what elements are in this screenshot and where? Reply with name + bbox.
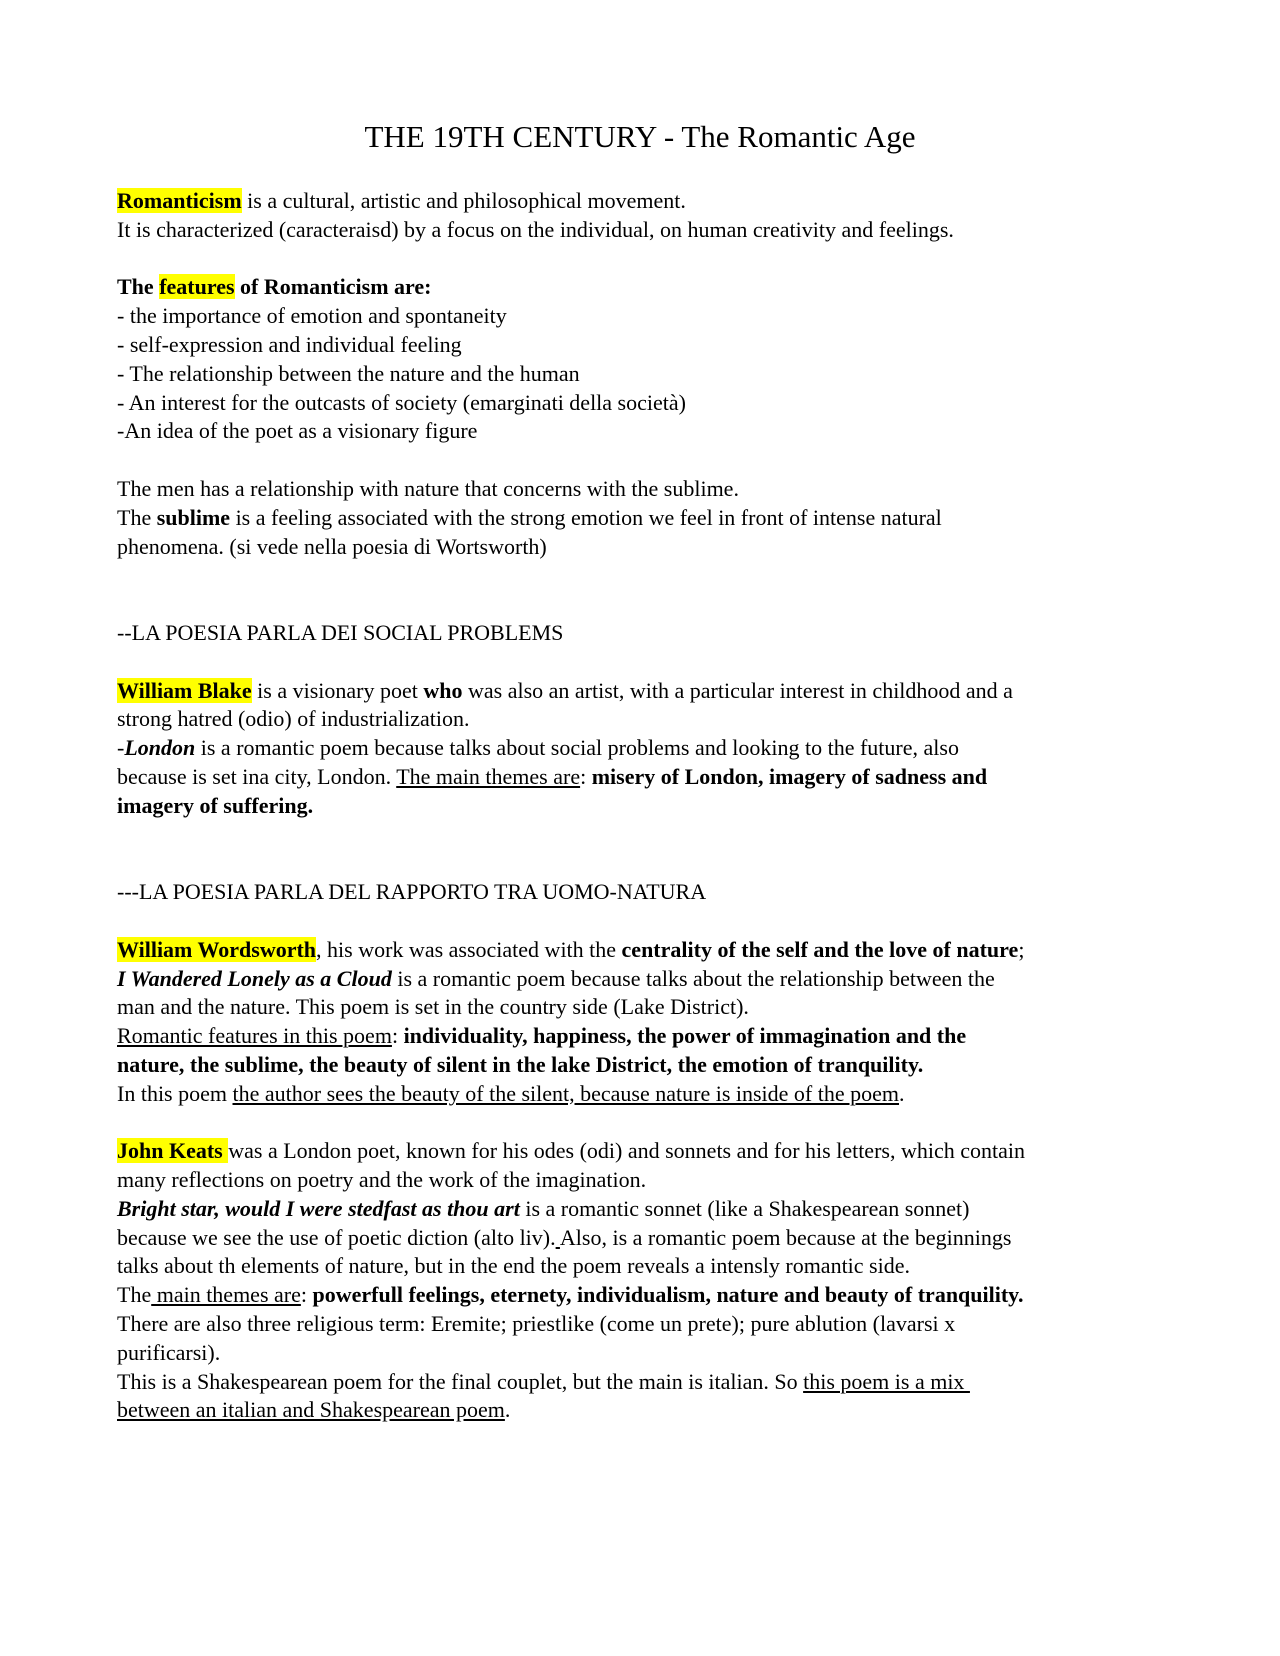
features-heading-post: of Romanticism are: bbox=[234, 274, 432, 300]
intro-text: is a cultural, artistic and philosophical movement. bbox=[241, 188, 686, 213]
keats-underline-mix-1: this poem is a mix bbox=[803, 1368, 970, 1394]
keats-line-5: talks about th elements of nature, but in the end the poem reveals a intensly romantic side. bbox=[117, 1253, 910, 1279]
keats-line-10 bbox=[117, 1396, 1177, 1425]
sublime-pre: The bbox=[117, 504, 157, 530]
keats-underline-themes: main themes are bbox=[151, 1282, 301, 1308]
highlight-romanticism: Romanticism bbox=[117, 188, 242, 213]
sublime-bold: sublime bbox=[156, 504, 231, 530]
keats-line-9 bbox=[117, 1368, 1177, 1397]
features-heading bbox=[117, 273, 1177, 302]
keats-text-3b: Also, is a romantic poem because at the beginnings bbox=[559, 1224, 1012, 1250]
poem-title-london: London bbox=[124, 735, 196, 761]
wordsworth-colon: : bbox=[391, 1023, 404, 1049]
keats-text-4: The bbox=[117, 1282, 152, 1308]
keats-text-6: This is a Shakespearean poem for the final couplet, but the main is italian. So bbox=[117, 1368, 804, 1394]
blake-text-3: is a romantic poem because talks about social problems and looking to the future, also bbox=[195, 735, 959, 761]
keats-line-2: many reflections on poetry and the work of the imagination. bbox=[117, 1167, 647, 1193]
wordsworth-semicolon: ; bbox=[1018, 936, 1025, 962]
blake-text-4: because is set ina city, London. bbox=[117, 763, 397, 789]
blake-bold-who: who bbox=[423, 677, 463, 703]
keats-line-7: There are also three religious term: Eremite; priestlike (come un prete); pure ablution (lavarsi x bbox=[117, 1311, 956, 1337]
page-title: THE 19TH CENTURY - The Romantic Age bbox=[364, 119, 916, 154]
wordsworth-line-2 bbox=[117, 965, 1177, 994]
blake-dash: - bbox=[117, 735, 125, 761]
highlight-william-wordsworth: William Wordsworth bbox=[117, 936, 317, 962]
intro-line-1 bbox=[117, 187, 1177, 216]
blake-line-4 bbox=[117, 763, 1177, 792]
highlight-features: features bbox=[159, 274, 235, 300]
poem-title-wandered: I Wandered Lonely as a Cloud bbox=[117, 965, 392, 991]
blake-underline-themes: The main themes are bbox=[396, 763, 581, 789]
highlight-john-keats: John Keats bbox=[117, 1138, 229, 1164]
wordsworth-text-5: In this poem bbox=[117, 1080, 233, 1106]
list-item: -An idea of the poet as a visionary figure bbox=[117, 418, 478, 444]
wordsworth-line-5 bbox=[117, 1051, 1177, 1080]
features-heading-pre: The bbox=[117, 274, 160, 300]
wordsworth-underline-silent: the author sees the beauty of the silent, because nature is inside of the poem bbox=[232, 1080, 900, 1106]
highlight-william-blake: William Blake bbox=[117, 677, 252, 703]
blake-line-5 bbox=[117, 792, 1177, 821]
sublime-line-2 bbox=[117, 504, 1177, 533]
keats-text-2: is a romantic sonnet (like a Shakespearean sonnet) bbox=[519, 1195, 970, 1221]
wordsworth-line-4 bbox=[117, 1022, 1177, 1051]
wordsworth-underline-features: Romantic features in this poem bbox=[117, 1023, 392, 1049]
poem-title-bright-star: Bright star, would I were stedfast as thou art bbox=[117, 1195, 520, 1221]
keats-text-3: because we see the use of poetic diction (alto liv). bbox=[117, 1224, 556, 1250]
wordsworth-line-1 bbox=[117, 936, 1177, 965]
list-item: - the importance of emotion and spontaneity bbox=[117, 303, 507, 329]
document-body bbox=[117, 187, 1177, 1425]
keats-period: . bbox=[504, 1397, 511, 1423]
wordsworth-period: . bbox=[899, 1080, 905, 1106]
blake-colon: : bbox=[580, 763, 592, 789]
section-heading-social: --LA POESIA PARLA DEI SOCIAL PROBLEMS bbox=[117, 619, 564, 645]
wordsworth-bold-2: individuality, happiness, the power of immagination and the bbox=[403, 1023, 967, 1049]
wordsworth-bold-1: centrality of the self and the love of nature bbox=[621, 936, 1019, 962]
keats-line-3 bbox=[117, 1195, 1177, 1224]
keats-bold-themes: powerfull feelings, eternety, individualism, nature and beauty of tranquility. bbox=[312, 1282, 1024, 1308]
blake-bold-themes-2: imagery of suffering. bbox=[117, 792, 314, 818]
wordsworth-line-6 bbox=[117, 1080, 1177, 1109]
keats-line-1 bbox=[117, 1137, 1177, 1166]
blake-bold-themes-1: misery of London, imagery of sadness and bbox=[591, 763, 988, 789]
keats-colon: : bbox=[300, 1282, 313, 1308]
list-item: - The relationship between the nature and the human bbox=[117, 360, 580, 386]
wordsworth-line-3: man and the nature. This poem is set in the country side (Lake District). bbox=[117, 994, 749, 1020]
wordsworth-text-3: is a romantic poem because talks about the relationship between the bbox=[391, 965, 995, 991]
blake-line-3 bbox=[117, 734, 1177, 763]
sublime-line-3: phenomena. (si vede nella poesia di Wortsworth) bbox=[117, 533, 547, 559]
list-item: - An interest for the outcasts of society (emarginati della società) bbox=[117, 389, 686, 415]
list-item: - self-expression and individual feeling bbox=[117, 331, 462, 357]
keats-line-6 bbox=[117, 1281, 1177, 1310]
intro-line-2: It is characterized (caracteraisd) by a focus on the individual, on human creativity and feelings. bbox=[117, 216, 954, 242]
wordsworth-bold-3: nature, the sublime, the beauty of silent in the lake District, the emotion of tranquility. bbox=[117, 1051, 924, 1077]
wordsworth-text-1: , his work was associated with the bbox=[316, 936, 622, 962]
blake-text-1: is a visionary poet bbox=[251, 677, 424, 703]
blake-text-2: was also an artist, with a particular interest in childhood and a bbox=[462, 677, 1013, 703]
blake-line-1 bbox=[117, 677, 1177, 706]
sublime-line-1: The men has a relationship with nature that concerns with the sublime. bbox=[117, 475, 739, 501]
keats-underline-mix-2: between an italian and Shakespearean poem bbox=[117, 1397, 505, 1423]
section-heading-nature: ---LA POESIA PARLA DEL RAPPORTO TRA UOMO-NATURA bbox=[117, 879, 707, 905]
sublime-post: is a feeling associated with the strong emotion we feel in front of intense natural bbox=[230, 504, 942, 530]
keats-text-1: was a London poet, known for his odes (odi) and sonnets and for his letters, which contain bbox=[228, 1138, 1025, 1164]
blake-line-2: strong hatred (odio) of industrialization. bbox=[117, 706, 470, 732]
keats-line-4 bbox=[117, 1224, 1177, 1253]
keats-line-8: purificarsi). bbox=[117, 1339, 221, 1365]
